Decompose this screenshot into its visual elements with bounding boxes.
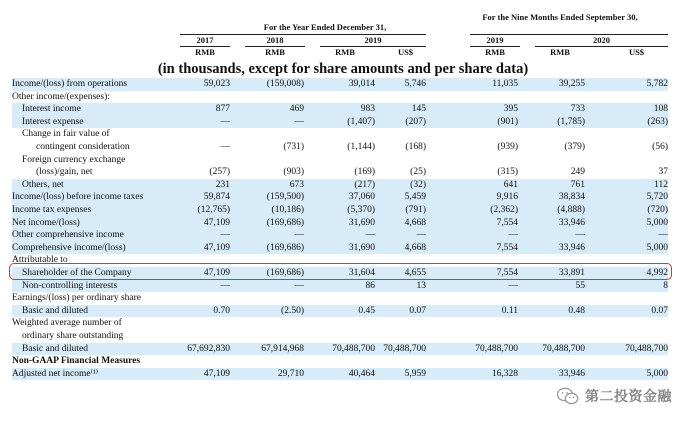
row-value-col-4: 4,668 bbox=[404, 217, 426, 228]
row-value-col-3: 31,690 bbox=[348, 217, 375, 228]
row-value-col-4: 4,655 bbox=[404, 268, 426, 278]
row-value-col-7: 5,000 bbox=[646, 217, 668, 228]
row-label: Other comprehensive income bbox=[12, 230, 124, 241]
row-value-col-3: (5,370) bbox=[347, 205, 375, 215]
row-value-col-7: 5,782 bbox=[646, 79, 668, 89]
row-value-col-5: (901) bbox=[497, 116, 518, 127]
table-row bbox=[12, 166, 668, 179]
row-value-col-6: 761 bbox=[570, 179, 585, 190]
row-value-col-5: 11,035 bbox=[492, 79, 518, 89]
row-value-col-2: (903) bbox=[283, 167, 304, 178]
row-label: (loss)/gain, net bbox=[36, 167, 93, 178]
row-label: Basic and diluted bbox=[22, 343, 88, 354]
row-value-col-3: (1,407) bbox=[347, 116, 375, 127]
table-row bbox=[12, 91, 668, 104]
table-row bbox=[12, 103, 668, 116]
row-label: Net income/(loss) bbox=[12, 217, 80, 228]
watermark bbox=[557, 386, 672, 406]
row-value-col-3: 31,604 bbox=[348, 268, 375, 278]
row-value-col-7: 37 bbox=[658, 167, 668, 178]
row-value-col-1: (12,765) bbox=[197, 205, 230, 215]
row-label: Other income/(expenses): bbox=[12, 91, 110, 102]
currency-col-1: RMB bbox=[195, 47, 215, 57]
table-row bbox=[12, 141, 668, 154]
row-value-col-6: 38,834 bbox=[558, 192, 585, 203]
row-value-col-2: (159,500) bbox=[266, 192, 304, 203]
row-label: Non-GAAP Financial Measures bbox=[12, 356, 141, 367]
row-label: Shareholder of the Company bbox=[22, 268, 132, 278]
row-value-col-1: 67,692,830 bbox=[187, 343, 230, 354]
row-value-col-3: (169) bbox=[354, 167, 375, 178]
table-row bbox=[12, 280, 668, 293]
row-label: Income/(loss) before income taxes bbox=[12, 192, 144, 203]
row-value-col-1: — bbox=[220, 116, 230, 127]
row-value-col-4: 4,668 bbox=[404, 242, 426, 253]
row-value-col-4: (32) bbox=[410, 179, 426, 190]
row-value-col-5: 7,554 bbox=[496, 268, 518, 278]
row-value-col-4: 5,959 bbox=[404, 368, 426, 379]
currency-col-7: US$ bbox=[628, 47, 645, 57]
row-value-col-2: 29,710 bbox=[277, 368, 304, 379]
table-row bbox=[12, 116, 668, 129]
table-row bbox=[12, 191, 668, 204]
row-value-col-3: 70,488,700 bbox=[332, 343, 375, 354]
row-value-col-5: 16,328 bbox=[491, 368, 518, 379]
row-value-col-4: 5,459 bbox=[404, 192, 426, 203]
table-row bbox=[12, 128, 668, 141]
row-value-col-3: 37,060 bbox=[348, 192, 375, 203]
row-value-col-2: 673 bbox=[289, 179, 304, 190]
row-value-col-1: 0.70 bbox=[213, 305, 230, 316]
row-value-col-1: 59,023 bbox=[203, 79, 230, 89]
row-value-col-4: — bbox=[416, 230, 426, 241]
year-2018: 2018 bbox=[266, 35, 284, 45]
row-value-col-3: — bbox=[365, 230, 375, 241]
table-row bbox=[12, 217, 668, 230]
row-label: contingent consideration bbox=[36, 142, 130, 152]
row-value-col-2: (159,008) bbox=[266, 79, 304, 89]
units-note: (in thousands, except for share amounts and per share data) bbox=[157, 61, 529, 77]
row-label: ordinary share outstanding bbox=[22, 331, 124, 341]
row-value-col-5: — bbox=[508, 230, 518, 241]
table-row bbox=[12, 330, 668, 343]
row-value-col-4: (791) bbox=[405, 205, 426, 215]
row-value-col-7: (56) bbox=[652, 142, 668, 152]
row-label: Comprehensive income/(loss) bbox=[12, 242, 126, 253]
table-row bbox=[12, 78, 668, 91]
row-value-col-4: (25) bbox=[410, 167, 426, 178]
row-value-col-2: (169,686) bbox=[266, 217, 304, 228]
row-value-col-1: — bbox=[220, 230, 230, 241]
row-value-col-1: — bbox=[220, 142, 230, 152]
table-row bbox=[12, 179, 668, 192]
year-2019-annual: 2019 bbox=[364, 35, 382, 45]
row-value-col-2: (731) bbox=[283, 142, 304, 152]
row-value-col-7: 8 bbox=[663, 280, 668, 291]
row-value-col-5: 0.11 bbox=[501, 305, 518, 316]
row-value-col-6: (4,888) bbox=[557, 205, 585, 215]
row-value-col-2: (10,186) bbox=[271, 205, 304, 215]
row-value-col-1: 47,109 bbox=[203, 242, 230, 253]
row-value-col-6: 33,946 bbox=[558, 217, 585, 228]
row-value-col-4: (168) bbox=[405, 142, 426, 152]
row-value-col-4: (207) bbox=[405, 116, 426, 127]
row-value-col-1: 47,109 bbox=[203, 217, 230, 228]
currency-col-4: US$ bbox=[397, 47, 414, 57]
row-value-col-5: (315) bbox=[497, 167, 518, 178]
row-value-col-2: 67,914,968 bbox=[261, 343, 304, 354]
row-label: Income tax expenses bbox=[12, 205, 92, 215]
row-value-col-3: (217) bbox=[354, 179, 375, 190]
row-value-col-3: 0.45 bbox=[358, 305, 375, 316]
row-value-col-5: 70,488,700 bbox=[475, 343, 518, 354]
row-value-col-2: (2.50) bbox=[281, 305, 304, 316]
table-row bbox=[12, 343, 668, 356]
year-2017: 2017 bbox=[196, 35, 214, 45]
row-label: Earnings/(loss) per ordinary share bbox=[12, 293, 142, 304]
row-value-col-2: — bbox=[294, 280, 304, 291]
table-row bbox=[12, 242, 668, 255]
row-value-col-3: 31,690 bbox=[348, 242, 375, 253]
row-value-col-6: 55 bbox=[575, 280, 585, 291]
highlight-box bbox=[9, 263, 672, 280]
row-value-col-5: 641 bbox=[503, 179, 518, 190]
row-label: Change in fair value of bbox=[22, 129, 110, 140]
row-value-col-6: 33,946 bbox=[558, 368, 585, 379]
row-label: Interest income bbox=[22, 104, 81, 115]
row-value-col-1: — bbox=[220, 280, 230, 291]
table-row bbox=[12, 229, 668, 242]
row-value-col-3: 39,014 bbox=[348, 79, 375, 89]
table-row bbox=[12, 292, 668, 305]
currency-col-2: RMB bbox=[265, 47, 285, 57]
row-value-col-7: 5,000 bbox=[646, 368, 668, 379]
header-group-nine-months: For the Nine Months Ended September 30, bbox=[482, 12, 638, 22]
row-value-col-5: 7,554 bbox=[496, 242, 518, 253]
row-label: Weighted average number of bbox=[12, 318, 122, 329]
row-value-col-2: — bbox=[294, 116, 304, 127]
row-label: Interest expense bbox=[22, 116, 84, 127]
row-value-col-7: — bbox=[658, 230, 668, 241]
row-value-col-2: 469 bbox=[289, 104, 304, 115]
row-value-col-6: 0.48 bbox=[568, 305, 585, 316]
row-value-col-1: 231 bbox=[215, 179, 230, 190]
row-value-col-2: — bbox=[294, 230, 304, 241]
row-value-col-5: — bbox=[508, 280, 518, 291]
row-value-col-6: (1,785) bbox=[557, 116, 585, 127]
row-value-col-1: 47,109 bbox=[203, 268, 230, 278]
row-value-col-6: 33,891 bbox=[558, 268, 585, 278]
row-value-col-2: (169,686) bbox=[266, 268, 304, 278]
row-label: Basic and diluted bbox=[22, 305, 88, 316]
row-value-col-7: 108 bbox=[653, 104, 668, 115]
row-label: Non-controlling interests bbox=[22, 280, 118, 291]
row-value-col-7: (263) bbox=[647, 116, 668, 127]
table-row bbox=[12, 154, 668, 167]
table-row bbox=[12, 317, 668, 330]
row-value-col-7: 5,000 bbox=[646, 242, 668, 253]
row-value-col-1: 877 bbox=[215, 104, 230, 115]
table-row bbox=[12, 204, 668, 217]
row-value-col-6: 70,488,700 bbox=[542, 343, 585, 354]
row-label: Adjusted net income⁽¹⁾ bbox=[12, 368, 99, 379]
row-value-col-1: 59,874 bbox=[203, 192, 230, 203]
watermark-text: 第二投资金融 bbox=[585, 389, 672, 405]
row-label: Income/(loss) from operations bbox=[12, 79, 128, 89]
row-label: Attributable to bbox=[12, 255, 68, 266]
wechat-logo-icon bbox=[557, 387, 579, 405]
table-row bbox=[12, 305, 668, 318]
currency-col-3: RMB bbox=[335, 47, 355, 57]
row-value-col-7: (720) bbox=[647, 205, 668, 215]
row-value-col-5: (939) bbox=[497, 142, 518, 152]
row-value-col-6: — bbox=[575, 230, 585, 241]
row-label: Foreign currency exchange bbox=[22, 154, 126, 165]
row-value-col-7: 5,720 bbox=[646, 192, 668, 203]
year-2020-nine-months: 2020 bbox=[593, 35, 610, 45]
table-row bbox=[12, 355, 668, 368]
row-value-col-3: 40,464 bbox=[348, 368, 375, 379]
row-value-col-4: 145 bbox=[411, 104, 426, 115]
row-value-col-7: 4,992 bbox=[646, 268, 668, 278]
row-value-col-6: 733 bbox=[570, 104, 585, 115]
row-value-col-7: 0.07 bbox=[651, 305, 668, 316]
row-value-col-2: (169,686) bbox=[266, 242, 304, 253]
row-value-col-6: 249 bbox=[570, 167, 585, 178]
row-value-col-7: 70,488,700 bbox=[625, 343, 668, 354]
row-value-col-5: 9,916 bbox=[496, 192, 518, 203]
year-2019-nine-months: 2019 bbox=[486, 35, 504, 45]
row-value-col-4: 5,746 bbox=[404, 79, 426, 89]
row-value-col-3: 86 bbox=[365, 280, 375, 291]
row-value-col-4: 0.07 bbox=[409, 305, 426, 316]
row-value-col-1: 47,109 bbox=[203, 368, 230, 379]
row-value-col-3: 983 bbox=[360, 104, 375, 115]
row-value-col-1: (257) bbox=[209, 167, 230, 178]
currency-col-6: RMB bbox=[550, 47, 570, 57]
row-value-col-4: 70,488,700 bbox=[383, 343, 426, 354]
row-value-col-6: (379) bbox=[564, 142, 585, 152]
row-value-col-7: 112 bbox=[654, 179, 668, 190]
header-group-year: For the Year Ended December 31, bbox=[263, 22, 387, 32]
row-value-col-6: 39,255 bbox=[558, 79, 585, 89]
currency-col-5: RMB bbox=[485, 47, 505, 57]
row-value-col-4: 13 bbox=[416, 280, 426, 291]
row-value-col-5: (2,362) bbox=[490, 205, 518, 215]
row-value-col-3: (1,144) bbox=[347, 142, 375, 152]
table-row bbox=[12, 368, 668, 381]
row-label: Others, net bbox=[22, 179, 64, 190]
row-value-col-5: 395 bbox=[503, 104, 518, 115]
row-value-col-6: 33,946 bbox=[558, 242, 585, 253]
row-value-col-5: 7,554 bbox=[496, 217, 518, 228]
